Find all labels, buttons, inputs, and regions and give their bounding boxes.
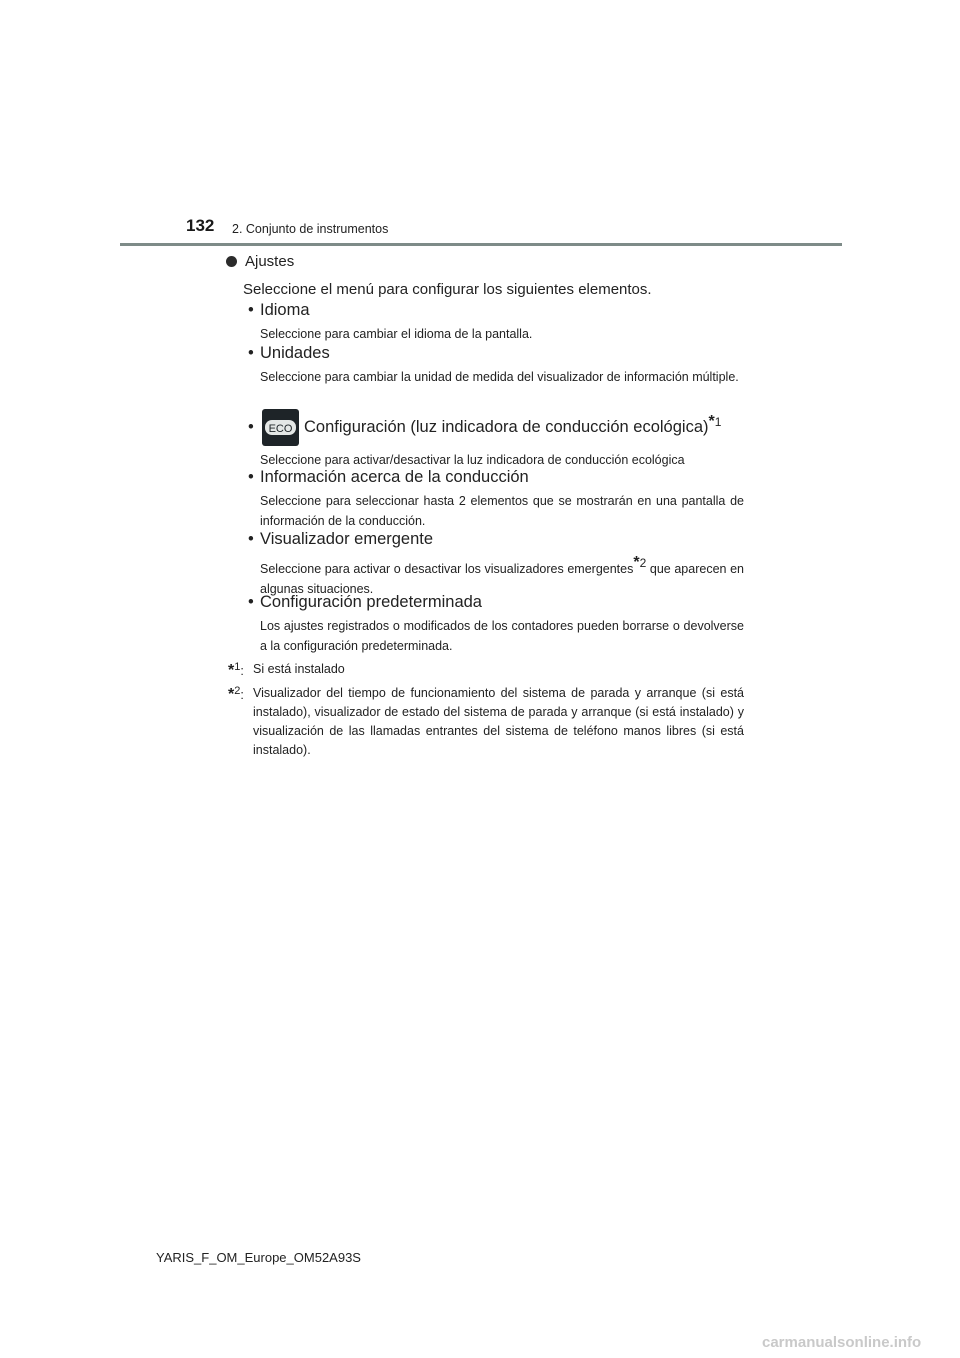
document-id: YARIS_F_OM_Europe_OM52A93S bbox=[156, 1250, 361, 1265]
footnote-text: Visualizador del tiempo de funcionamiento del sistema de parada y arranque (si está instalado), visualizador de estado del sistema de parada y arranque (si está instalado) y visualización de las llamadas entrantes del sistema de teléfono manos libres (si está instalado). bbox=[253, 686, 744, 757]
item-title: Unidades bbox=[260, 344, 330, 362]
list-item-unidades: • Unidades Seleccione para cambiar la unidad de medida del visualizador de información múltiple. bbox=[248, 344, 744, 387]
watermark: carmanualsonline.info bbox=[762, 1334, 922, 1351]
footnote-2: *2: Visualizador del tiempo de funcionamiento del sistema de parada y arranque (si está instalado), visualizador de estado del sistema de parada y arranque (si está instalado) y visualización de las llamadas entrantes del sistema de teléfono manos libres (si está instalado). bbox=[228, 684, 744, 760]
footnote-text: Si está instalado bbox=[253, 662, 345, 676]
list-item-eco: • ECO Configuración (luz indicadora de conducción ecológica)$^{*1}$ Seleccione para activar/desactivar la luz indicadora de conducción ecológica bbox=[248, 409, 744, 470]
footnote-ref: *2 bbox=[633, 554, 647, 571]
footnote-ref: *1 bbox=[708, 412, 722, 430]
list-item-predeterminada: • Configuración predeterminada Los ajustes registrados o modificados de los contadores pueden borrarse o devolverse a la configuración predeterminada. bbox=[248, 593, 744, 656]
list-item-idioma: • Idioma Seleccione para cambiar el idioma de la pantalla. bbox=[248, 301, 744, 344]
item-title: Información acerca de la conducción bbox=[260, 468, 529, 486]
eco-icon bbox=[262, 409, 299, 446]
section-heading bbox=[226, 253, 294, 270]
header-rule bbox=[120, 243, 842, 246]
item-description: Seleccione para seleccionar hasta 2 elementos que se mostrarán en una pantalla de información de la conducción. bbox=[260, 494, 744, 528]
page-number: 132 bbox=[186, 216, 215, 235]
item-description: Seleccione para activar o desactivar los visualizadores emergentes$^{*2}$ que aparecen en algunas situaciones. bbox=[260, 554, 744, 596]
section-title: Ajustes bbox=[245, 253, 295, 270]
chapter-title: 2. Conjunto de instrumentos bbox=[232, 222, 389, 236]
item-title: Idioma bbox=[260, 301, 310, 319]
item-description: Seleccione para cambiar la unidad de medida del visualizador de información múltiple. bbox=[260, 370, 739, 384]
item-description: Seleccione para activar/desactivar la luz indicadora de conducción ecológica bbox=[260, 453, 685, 467]
item-title: Visualizador emergente bbox=[260, 530, 434, 548]
list-item-emergente: • Visualizador emergente Seleccione para activar o desactivar los visualizadores emergentes$^{*2}$ que aparecen en algunas situaciones. bbox=[248, 530, 744, 599]
list-item-conduccion: • Información acerca de la conducción Seleccione para seleccionar hasta 2 elementos que se mostrarán en una pantalla de información de la conducción. bbox=[248, 468, 744, 531]
item-title: Configuración (luz indicadora de conducción ecológica) bbox=[304, 417, 709, 436]
section-intro: Seleccione el menú para configurar los siguientes elementos. bbox=[243, 281, 652, 298]
item-description: Los ajustes registrados o modificados de los contadores pueden borrarse o devolverse a la configuración predeterminada. bbox=[260, 619, 744, 653]
item-description: Seleccione para cambiar el idioma de la pantalla. bbox=[260, 327, 533, 341]
bullet-dot bbox=[226, 256, 237, 267]
footnote-1: *1: Si está instalado bbox=[228, 660, 744, 679]
item-title: Configuración predeterminada bbox=[260, 593, 482, 611]
eco-icon-text: ECO bbox=[268, 423, 293, 435]
